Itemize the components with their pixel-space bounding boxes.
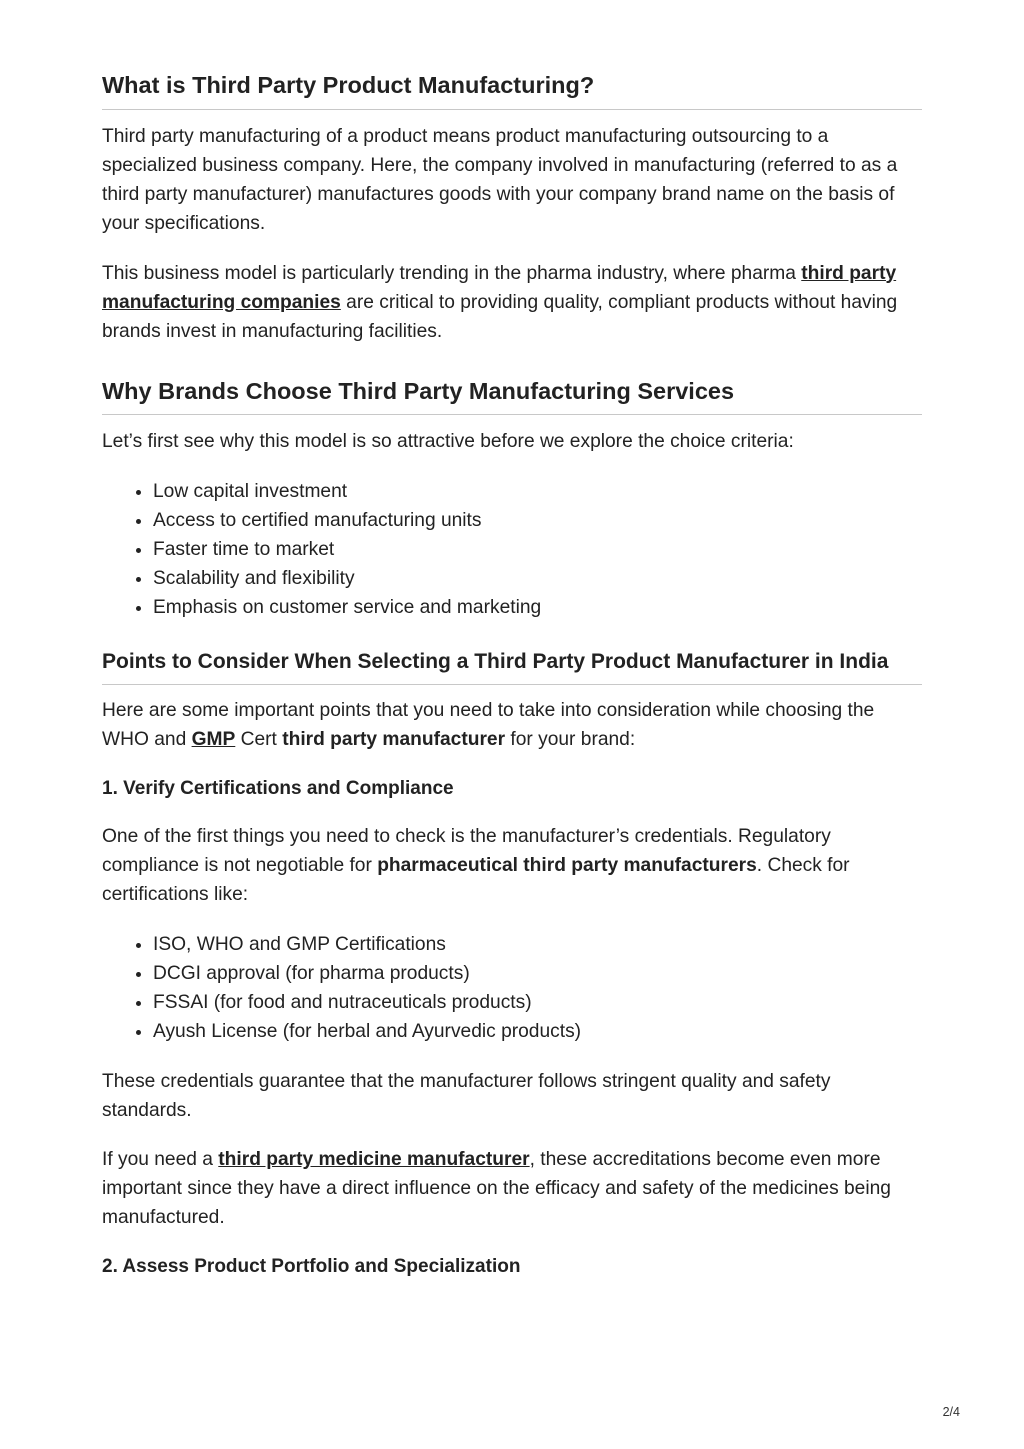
points-intro-text-3: for your brand: xyxy=(505,728,636,750)
credentials-text-1: One of the first things you need to check is the manufacturer’s credentials. Regulatory compliance is not negotiable for xyxy=(102,826,831,877)
paragraph-why-intro: Let’s first see why this model is so attractive before we explore the choice criteria: xyxy=(102,431,794,453)
credentials-text-2: . Check for certifications like: xyxy=(102,855,850,906)
article-content xyxy=(102,70,922,1281)
points-intro-text-1: Here are some important points that you need to take into consideration while choosing the WHO and xyxy=(102,699,875,750)
credentials-bold: pharmaceutical third party manufacturers xyxy=(377,855,757,877)
benefits-list xyxy=(102,477,922,622)
medicine-text-1: If you need a xyxy=(102,1149,219,1171)
section-heading-why-brands: Why Brands Choose Third Party Manufacturing Services xyxy=(102,376,922,416)
paragraph-trending-text-1: This business model is particularly trending in the pharma industry, where pharma xyxy=(102,262,802,284)
points-intro-bold: third party manufacturer xyxy=(282,728,506,750)
list-item: • ISO, WHO and GMP Certifications xyxy=(153,930,922,959)
paragraph-trending xyxy=(102,259,922,346)
link-third-party-medicine-manufacturer[interactable]: third party medicine manufacturer xyxy=(218,1149,530,1171)
paragraph-definition: Third party manufacturing of a product means product manufacturing outsourcing to a specialized business company. Here, the company involved in manufacturing (referred to as a third party manufacturer) manufactures goods with your company brand name on the basis of your specifications. xyxy=(102,125,898,234)
points-intro-text-2: Cert xyxy=(235,728,283,750)
list-item: • Low capital investment xyxy=(153,477,922,506)
link-gmp[interactable]: GMP xyxy=(191,728,236,750)
paragraph-medicine-manufacturer xyxy=(102,1145,922,1232)
section-heading-what-is: What is Third Party Product Manufacturing? xyxy=(102,70,922,110)
list-item: • FSSAI (for food and nutraceuticals products) xyxy=(153,988,922,1017)
paragraph-credentials xyxy=(102,822,922,909)
medicine-text-2: , these accreditations become even more important since they have a direct influence on the efficacy and safety of the medicines being manufactured. xyxy=(102,1149,891,1229)
page-number: 2/4 xyxy=(942,1405,960,1419)
paragraph-points-intro xyxy=(102,696,922,754)
list-item: • Ayush License (for herbal and Ayurvedic products) xyxy=(153,1017,922,1046)
certifications-list xyxy=(102,930,922,1046)
paragraph-credentials-guarantee: These credentials guarantee that the manufacturer follows stringent quality and safety standards. xyxy=(102,1071,831,1122)
list-item: • DCGI approval (for pharma products) xyxy=(153,959,922,988)
list-item: • Emphasis on customer service and marketing xyxy=(153,593,922,622)
list-item: • Scalability and flexibility xyxy=(153,564,922,593)
link-third-party-manufacturing-companies[interactable]: third party manufacturing companies xyxy=(102,262,897,313)
list-item: • Faster time to market xyxy=(153,535,922,564)
subheading-verify-certifications: 1. Verify Certifications and Compliance xyxy=(102,777,454,799)
list-item: • Access to certified manufacturing units xyxy=(153,506,922,535)
paragraph-trending-text-2: are critical to providing quality, compliant products without having brands invest in manufacturing facilities. xyxy=(102,291,898,342)
section-heading-points-to-consider: Points to Consider When Selecting a Third Party Product Manufacturer in India xyxy=(102,648,922,685)
subheading-assess-portfolio: 2. Assess Product Portfolio and Specialization xyxy=(102,1256,521,1278)
